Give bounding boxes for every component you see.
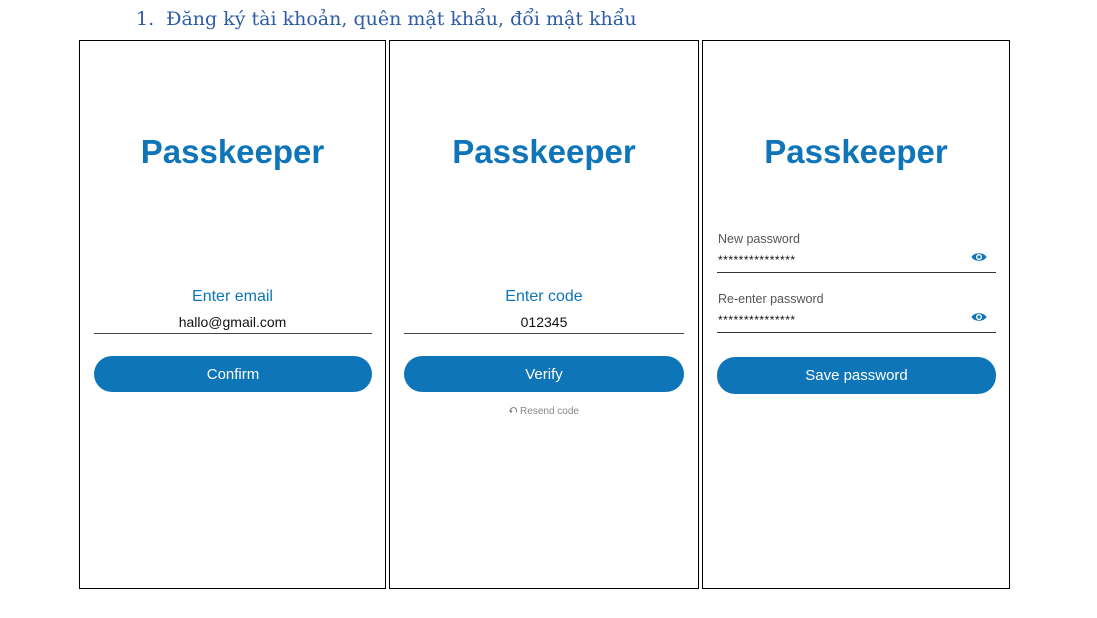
screen-new-password xyxy=(702,40,1010,589)
new-password-underline xyxy=(717,272,996,273)
reenter-password-underline xyxy=(717,332,996,333)
resend-code-label: Resend code xyxy=(520,406,579,417)
section-heading xyxy=(136,8,637,30)
code-field[interactable]: 012345 xyxy=(520,314,568,330)
email-field[interactable]: hallo@gmail.com xyxy=(178,314,287,330)
app-brand-title: Passkeeper xyxy=(140,133,325,170)
show-password-eye-icon[interactable] xyxy=(971,251,987,263)
verify-button[interactable]: Verify xyxy=(404,356,684,392)
show-reenter-password-eye-icon[interactable] xyxy=(971,311,987,323)
email-label: Enter email xyxy=(192,288,273,305)
app-brand-title: Passkeeper xyxy=(452,133,636,170)
resend-icon xyxy=(509,407,518,415)
code-underline xyxy=(404,333,684,334)
email-underline xyxy=(94,333,372,334)
new-password-field[interactable]: *************** xyxy=(718,253,796,267)
section-title: Đăng ký tài khoản, quên mật khẩu, đổi mật khẩu xyxy=(166,8,637,30)
save-password-button[interactable]: Save password xyxy=(717,357,996,394)
code-label: Enter code xyxy=(505,288,583,305)
section-number: 1. xyxy=(136,8,155,30)
confirm-button[interactable]: Confirm xyxy=(94,356,372,392)
screen-enter-code xyxy=(389,40,699,589)
resend-code-link[interactable] xyxy=(390,406,698,417)
reenter-password-field[interactable]: *************** xyxy=(718,313,796,327)
new-password-label: New password xyxy=(718,232,800,246)
reenter-password-label: Re-enter password xyxy=(718,292,824,306)
app-brand-title: Passkeeper xyxy=(764,133,948,170)
screen-enter-email xyxy=(79,40,386,589)
